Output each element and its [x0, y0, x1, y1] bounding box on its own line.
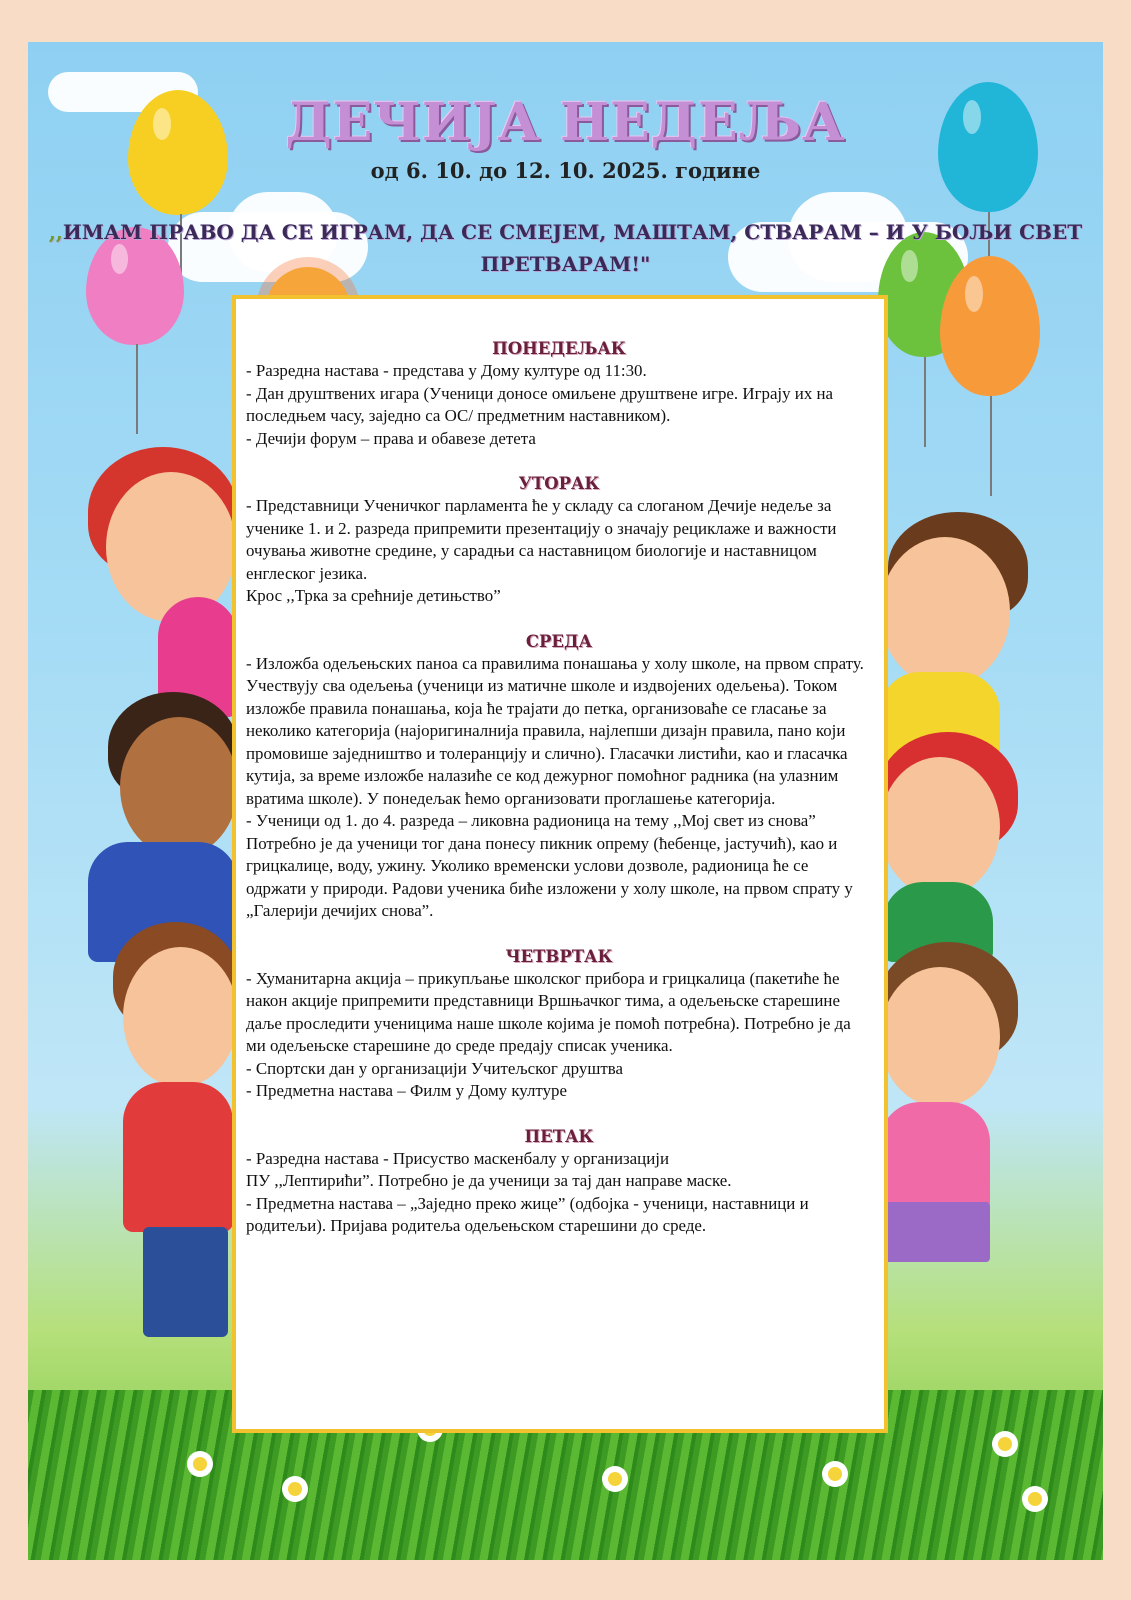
day-section-thursday — [246, 945, 872, 1103]
schedule-item: ПУ ,,Лептирићи”. Потребно је да ученици за тај дан направе маске. — [246, 1171, 732, 1190]
day-title-thursday: ЧЕТВРТАК — [505, 946, 613, 966]
kid-face-icon — [880, 537, 1010, 687]
day-title-wednesday: СРЕДА — [525, 631, 593, 651]
flower-icon — [828, 1467, 842, 1481]
flower-icon — [288, 1482, 302, 1496]
schedule-item: Потребно је да ученици тог дана понесу пикник опрему (ћебенце, јастучић), као и грицкалице, воду, ужину. Уколико временски услови дозволе, радионица ће се одржати у природи. Радови ученика биће изложени у холу школе, на првом спрату у „Галерији дечијих снова”. — [246, 833, 853, 920]
schedule-item: - Разредна настава - представа у Дому културе од 11:30. — [246, 361, 647, 380]
day-section-friday — [246, 1125, 872, 1238]
schedule-item: - Хуманитарна акција – прикупљање школског прибора и грицкалица (пакетиће ће након акције припремити представници Вршњачког тима, а одељењске старешине даље проследити ученицима наше школе којима је помоћ потребна). Потребно је да ми одељењске старешине до среде предају списак ученика. — [246, 968, 851, 1055]
day-title-friday: ПЕТАК — [524, 1126, 594, 1146]
balloon-string — [990, 396, 992, 496]
flower-icon — [1028, 1492, 1042, 1506]
schedule-item: - Предметна настава – „Заједно преко жице” (одбојка - ученици, наставници и родитељи). Пријава родитеља одељењском старешини до среде. — [246, 1193, 809, 1235]
flower-icon — [193, 1457, 207, 1471]
schedule-item: - Спортски дан у организацији Учитељског друштва — [246, 1058, 623, 1078]
schedule-item: - Дан друштвених игара (Ученици доносе омиљене друштвене игре. Играју их на последњем часу, заједно са ОС/ предметним наставником). — [246, 383, 834, 425]
kid-shirt — [880, 1102, 990, 1212]
schedule-item: Крос ,,Трка за срећније детињство” — [246, 586, 501, 605]
kid-skirt — [880, 1202, 990, 1262]
balloon-string — [136, 344, 138, 434]
day-section-monday — [246, 337, 872, 450]
balloon-string — [924, 357, 926, 447]
event-dates: од 6. 10. до 12. 10. 2025. године — [370, 158, 761, 183]
flower-icon — [608, 1472, 622, 1486]
kid-face-icon — [120, 717, 238, 857]
day-title-monday: ПОНЕДЕЉАК — [492, 339, 626, 358]
page-title: ДЕЧИЈА НЕДЕЉА — [285, 92, 846, 153]
schedule-item: - Предметна настава – Филм у Дому културе — [246, 1081, 567, 1100]
slogan-open-quote: ,, — [48, 220, 63, 244]
day-title-tuesday: УТОРАК — [518, 474, 600, 493]
day-section-tuesday — [246, 472, 872, 608]
slogan-text: ИМАМ ПРАВО ДА СЕ ИГРАМ, ДА СЕ СМЕЈЕМ, МАШТАМ, СТВАРАМ – И У БОЉИ СВЕТ ПРЕТВАРАМ!" — [62, 220, 1083, 276]
slogan — [40, 216, 1091, 280]
kid-face-icon — [123, 947, 238, 1087]
schedule-item: - Представници Ученичког парламента ће у складу са слоганом Дечије недеље за ученике 1. и 2. разреда припремити презентацију о значају рециклаже и важности очувања животне средине, у сарадњи са наставницом биологије и наставницом енглеског језика. — [246, 496, 837, 583]
kid-face-icon — [106, 472, 236, 622]
schedule-item: - Ученици од 1. до 4. разреда – ликовна радионица на тему ,,Мој свет из снова” — [246, 811, 816, 830]
kid-pants — [143, 1227, 228, 1337]
schedule-item: - Изложба одељењских паноа са правилима понашања у холу школе, на првом спрату. Учествују сва одељења (ученици из матичне школе и издвојених одељења). Током изложбе правила понашања, која ће трајати до петка, организоваће се гласање за неколико категорија (најоригиналнија правила, најлепши дизајн правила, пано који промовише заједништво и толеранцију и слично). Гласачки листићи, као и гласачка кутија, за време изложбе налазиће се код дежурног помоћног радника (на улазним вратима школе). У понедељак ћемо организовати проглашење категорија. — [246, 653, 864, 808]
day-section-wednesday — [246, 630, 872, 923]
schedule-item: - Дечији форум – права и обавезе детета — [246, 428, 536, 448]
flower-icon — [998, 1437, 1012, 1451]
kid-shirt — [123, 1082, 233, 1232]
kid-face-icon — [880, 967, 1000, 1107]
kid-face-icon — [880, 757, 1000, 897]
schedule-item: - Разредна настава - Присуство маскенбалу у организацији — [246, 1148, 669, 1168]
schedule-panel — [232, 295, 888, 1433]
